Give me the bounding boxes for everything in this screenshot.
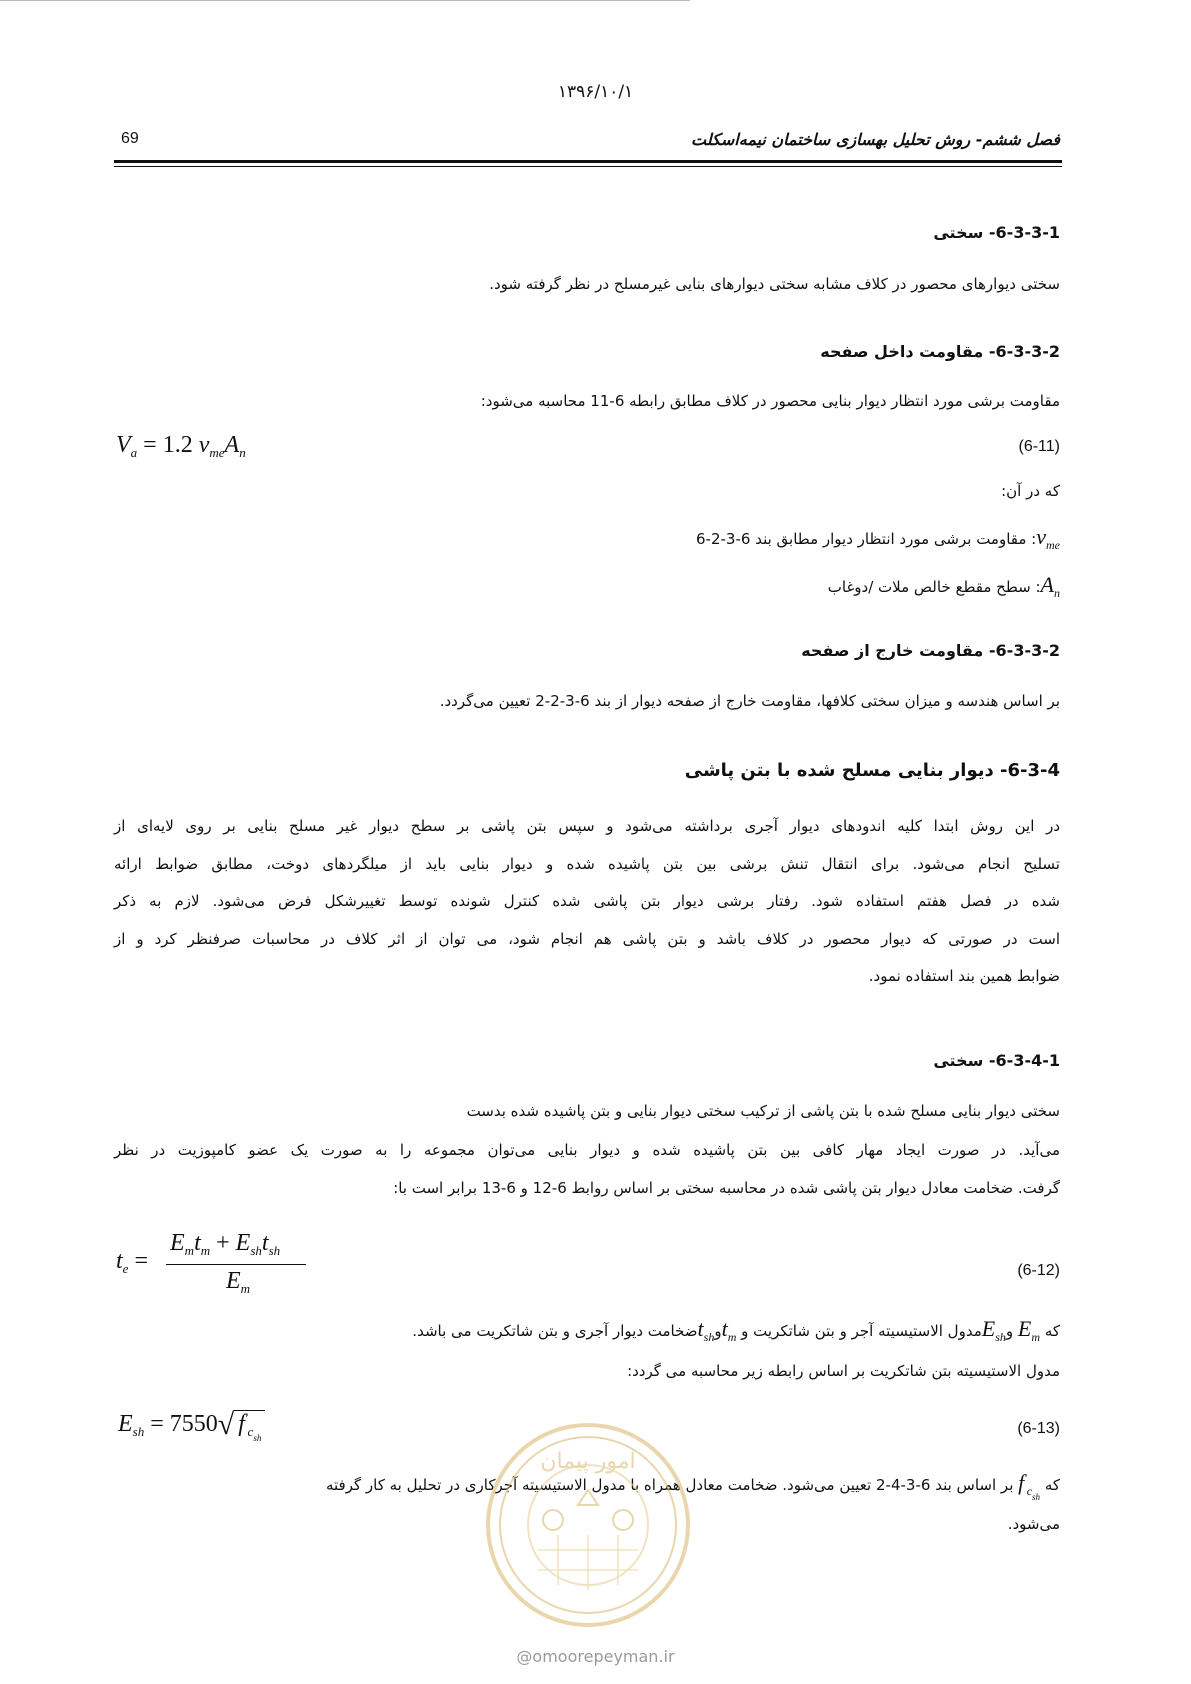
equation-label: (6-12)	[1017, 1262, 1060, 1279]
print-date: ۱۳۹۶/۱۰/۱	[557, 82, 634, 102]
section-heading: 6-3-3-1- سختی	[933, 223, 1060, 242]
watermark-url: @omoorepeyman.ir	[516, 1647, 675, 1666]
paragraph-line: شده در فصل هفتم استفاده شود. رفتار برشی دیوار بتن پاشی شده کنترل شونده توسط تغییرشکل فرض می‌شود. لازم به ذکر	[114, 892, 1060, 911]
equation-6-13: $E_{sh} = 7550√$ $f'_{c_{sh}}$	[118, 1408, 265, 1443]
header-rule-thin	[114, 166, 1062, 167]
equation-label: (6-13)	[1017, 1420, 1060, 1437]
top-rule	[0, 0, 690, 1]
chapter-title: فصل ششم- روش تحلیل بهسازی ساختمان نیمه‌اسکلت	[691, 130, 1060, 149]
paragraph-line: در این روش ابتدا کلیه اندودهای دیوار آجری برداشته می‌شود و سپس بتن پاشی بر سطح دیوار غیر مسلح بنایی بر روی لایه‌ای از	[114, 817, 1060, 835]
equation-lhs: $t_e$ =	[116, 1248, 148, 1276]
paragraph: سختی دیوارهای محصور در کلاف مشابه سختی دیوارهای بنایی غیرمسلح در نظر گرفته شود.	[489, 275, 1060, 293]
definition-vme: $v_{me}$: مقاومت برشی مورد انتظار دیوار مطابق بند 6-3-2-6	[695, 524, 1060, 552]
paragraph-line: ضوابط همین بند استفاده نمود.	[868, 967, 1060, 986]
equation-denominator: $E_m$	[226, 1268, 251, 1296]
section-heading: 6-3-3-2- مقاومت خارج از صفحه	[801, 641, 1060, 660]
section-heading: 6-3-4-1- سختی	[933, 1051, 1060, 1070]
definition-em-esh: که $E_m$ وE$_{sh}$مدول الاستیسیته آجر و بتن شاتکریت و $t_mوt_{sh}ضخامت$ دیوار آجری و بتن شاتکریت می باشد.	[412, 1316, 1060, 1344]
paragraph-line: می‌شود.	[1007, 1515, 1060, 1533]
svg-text:امور پیمان: امور پیمان	[540, 1449, 636, 1474]
paragraph-line: سختی دیوار بنایی مسلح شده با بتن پاشی از ترکیب سختی دیوار بنایی و بتن پاشیده شده بدست	[466, 1102, 1060, 1120]
header-rule-thick	[114, 160, 1062, 163]
section-heading: 6-3-3-2- مقاومت داخل صفحه	[820, 342, 1060, 361]
paragraph: مقاومت برشی مورد انتظار دیوار بنایی محصور در کلاف مطابق رابطه 6-11 محاسبه می‌شود:	[480, 392, 1060, 410]
symbol-an: $A_n$	[1040, 572, 1060, 600]
paragraph-shotcrete	[114, 808, 1060, 996]
fraction-bar	[166, 1264, 306, 1265]
equation-numerator: $E_mt_m + E_{sh}t_{sh}$	[170, 1230, 281, 1258]
where-text: که در آن:	[1001, 482, 1060, 500]
equation-6-11: $V_a = 1.2$ $v_{me}A_n$	[116, 432, 246, 460]
paragraph-stiffness	[114, 1132, 1060, 1207]
page-number: 69	[121, 130, 139, 147]
paragraph-line: است در صورتی که دیوار محصور در کلاف باشد و بتن پاشی هم انجام شود، می توان از اثر کلاف در محاسبات صرفنظر کرد و از	[114, 929, 1060, 948]
paragraph-fc: که $f'_{c_{sh}}$ بر اساس بند 6-3-4-2 تعیین می‌شود. ضخامت معادل همراه با مدول الاستیسیته آجرکاری در تحلیل به کار گرفته	[325, 1470, 1060, 1502]
equation-label: (6-11)	[1018, 438, 1060, 455]
paragraph-line: می‌آید. در صورت ایجاد مهار کافی بین بتن پاشیده شده و دیوار بنایی می‌توان مجموعه را به صورت یک عضو کامپوزیت در نظر	[114, 1141, 1060, 1159]
definition-an: $A_n$: سطح مقطع خالص ملات /دوغاب	[827, 572, 1060, 600]
paragraph: مدول الاستیسیته بتن شاتکریت بر اساس رابطه زیر محاسبه می گردد:	[627, 1362, 1060, 1380]
paragraph-line: گرفت. ضخامت معادل دیوار بتن پاشی شده در محاسبه سختی بر اساس روابط 6-12 و 6-13 برابر است با:	[393, 1178, 1060, 1197]
paragraph: بر اساس هندسه و میزان سختی کلافها، مقاومت خارج از صفحه دیوار از بند 6-3-2-2 تعیین می‌گردد.	[439, 692, 1060, 710]
paragraph-line: تسلیح انجام می‌شود. برای انتقال تنش برشی بین بتن پاشیده شده و دیوار بنایی باید از میلگردهای دوخت، مطابق ضوابط ارائه	[114, 854, 1060, 873]
section-heading: 6-3-4- دیوار بنایی مسلح شده با بتن پاشی	[684, 760, 1060, 781]
symbol-vme: $v_{me}$	[1036, 524, 1060, 552]
watermark-seal	[483, 1420, 693, 1630]
